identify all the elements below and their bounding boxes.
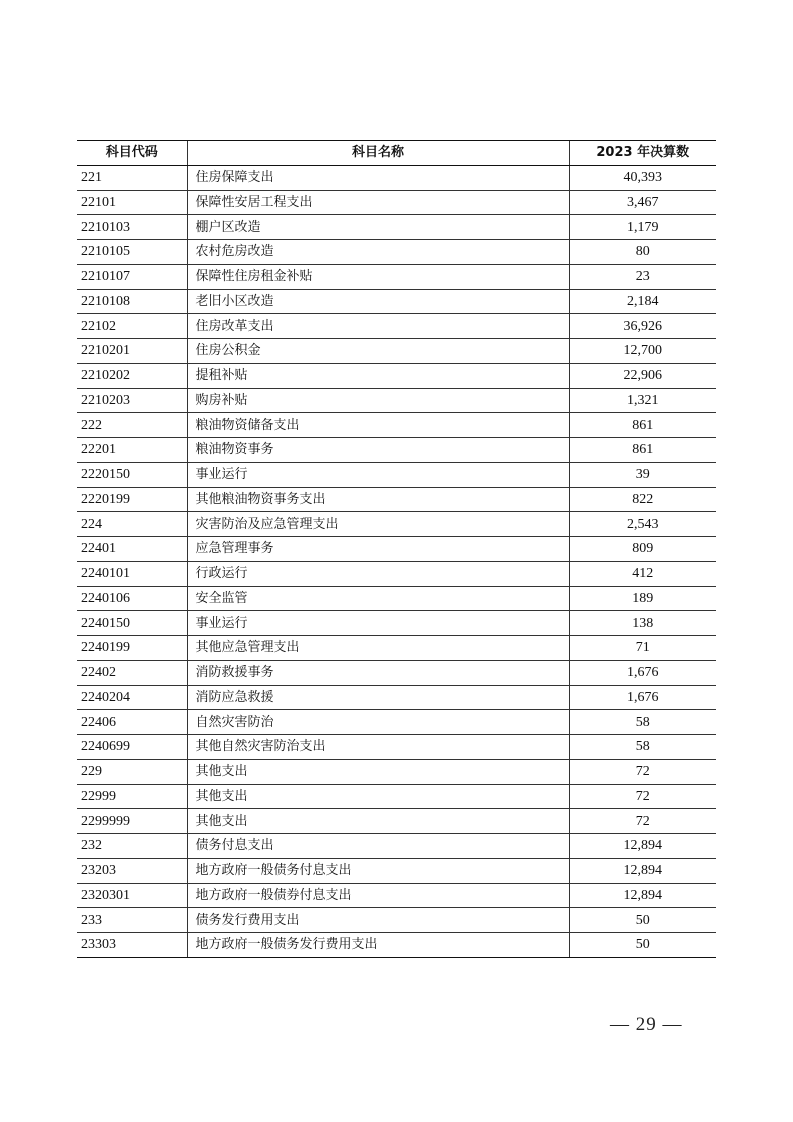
header-amount: 2023 年决算数 — [569, 141, 716, 166]
cell-amount: 71 — [569, 636, 716, 661]
cell-amount: 72 — [569, 784, 716, 809]
table-row — [77, 388, 716, 413]
cell-amount: 1,676 — [569, 660, 716, 685]
table-row — [77, 264, 716, 289]
cell-name: 老旧小区改造 — [187, 289, 569, 314]
cell-code: 2240199 — [77, 636, 187, 661]
table-row — [77, 908, 716, 933]
header-code: 科目代码 — [77, 141, 187, 166]
table-row — [77, 512, 716, 537]
table-row — [77, 289, 716, 314]
cell-name: 消防应急救援 — [187, 685, 569, 710]
cell-name: 其他应急管理支出 — [187, 636, 569, 661]
table-row — [77, 215, 716, 240]
table-row — [77, 933, 716, 958]
cell-name: 行政运行 — [187, 561, 569, 586]
table-row — [77, 759, 716, 784]
table-row — [77, 809, 716, 834]
table-row — [77, 883, 716, 908]
cell-name: 安全监管 — [187, 586, 569, 611]
table-header-row — [77, 141, 716, 166]
cell-amount: 58 — [569, 735, 716, 760]
table-row — [77, 190, 716, 215]
cell-amount: 3,467 — [569, 190, 716, 215]
cell-amount: 22,906 — [569, 363, 716, 388]
cell-code: 2240150 — [77, 611, 187, 636]
table-row — [77, 413, 716, 438]
cell-code: 2210107 — [77, 264, 187, 289]
cell-name: 其他支出 — [187, 809, 569, 834]
cell-name: 自然灾害防治 — [187, 710, 569, 735]
cell-name: 其他自然灾害防治支出 — [187, 735, 569, 760]
cell-amount: 138 — [569, 611, 716, 636]
cell-code: 2210108 — [77, 289, 187, 314]
cell-name: 提租补贴 — [187, 363, 569, 388]
table-row — [77, 834, 716, 859]
cell-amount: 80 — [569, 240, 716, 265]
table-body — [77, 165, 716, 957]
cell-code: 22101 — [77, 190, 187, 215]
table-row — [77, 685, 716, 710]
cell-amount: 12,894 — [569, 883, 716, 908]
cell-code: 233 — [77, 908, 187, 933]
cell-code: 2299999 — [77, 809, 187, 834]
cell-code: 2210103 — [77, 215, 187, 240]
cell-amount: 2,184 — [569, 289, 716, 314]
table-row — [77, 586, 716, 611]
table-row — [77, 339, 716, 364]
cell-amount: 23 — [569, 264, 716, 289]
cell-code: 2210201 — [77, 339, 187, 364]
cell-code: 2220150 — [77, 462, 187, 487]
table-row — [77, 561, 716, 586]
cell-amount: 50 — [569, 933, 716, 958]
table-row — [77, 165, 716, 190]
cell-amount: 12,700 — [569, 339, 716, 364]
table-row — [77, 710, 716, 735]
cell-code: 2220199 — [77, 487, 187, 512]
cell-amount: 50 — [569, 908, 716, 933]
cell-name: 灾害防治及应急管理支出 — [187, 512, 569, 537]
cell-amount: 1,179 — [569, 215, 716, 240]
cell-code: 229 — [77, 759, 187, 784]
cell-code: 22406 — [77, 710, 187, 735]
cell-name: 地方政府一般债券付息支出 — [187, 883, 569, 908]
cell-code: 22102 — [77, 314, 187, 339]
cell-amount: 39 — [569, 462, 716, 487]
cell-amount: 412 — [569, 561, 716, 586]
table-row — [77, 660, 716, 685]
cell-code: 2240204 — [77, 685, 187, 710]
cell-amount: 861 — [569, 438, 716, 463]
cell-name: 棚户区改造 — [187, 215, 569, 240]
table-row — [77, 735, 716, 760]
cell-code: 232 — [77, 834, 187, 859]
table-row — [77, 462, 716, 487]
cell-name: 粮油物资储备支出 — [187, 413, 569, 438]
cell-name: 购房补贴 — [187, 388, 569, 413]
cell-name: 消防救援事务 — [187, 660, 569, 685]
cell-name: 农村危房改造 — [187, 240, 569, 265]
table-row — [77, 784, 716, 809]
cell-name: 粮油物资事务 — [187, 438, 569, 463]
cell-name: 住房改革支出 — [187, 314, 569, 339]
cell-code: 2240106 — [77, 586, 187, 611]
cell-amount: 861 — [569, 413, 716, 438]
cell-amount: 1,676 — [569, 685, 716, 710]
cell-name: 住房公积金 — [187, 339, 569, 364]
cell-name: 地方政府一般债务发行费用支出 — [187, 933, 569, 958]
table-row — [77, 314, 716, 339]
cell-code: 23303 — [77, 933, 187, 958]
table-row — [77, 636, 716, 661]
cell-name: 其他粮油物资事务支出 — [187, 487, 569, 512]
budget-table — [77, 140, 716, 958]
table-row — [77, 363, 716, 388]
cell-code: 22402 — [77, 660, 187, 685]
cell-amount: 72 — [569, 759, 716, 784]
cell-code: 22401 — [77, 537, 187, 562]
cell-code: 2240101 — [77, 561, 187, 586]
cell-code: 2210202 — [77, 363, 187, 388]
table-row — [77, 240, 716, 265]
cell-amount: 12,894 — [569, 858, 716, 883]
table-row — [77, 487, 716, 512]
cell-amount: 58 — [569, 710, 716, 735]
cell-amount: 72 — [569, 809, 716, 834]
cell-name: 债务发行费用支出 — [187, 908, 569, 933]
cell-code: 23203 — [77, 858, 187, 883]
cell-name: 应急管理事务 — [187, 537, 569, 562]
cell-amount: 12,894 — [569, 834, 716, 859]
cell-name: 保障性住房租金补贴 — [187, 264, 569, 289]
cell-code: 22201 — [77, 438, 187, 463]
table-row — [77, 537, 716, 562]
page-number: — 29 — — [610, 1014, 683, 1035]
cell-code: 224 — [77, 512, 187, 537]
cell-name: 事业运行 — [187, 611, 569, 636]
cell-code: 22999 — [77, 784, 187, 809]
cell-amount: 36,926 — [569, 314, 716, 339]
cell-amount: 809 — [569, 537, 716, 562]
cell-code: 2240699 — [77, 735, 187, 760]
cell-code: 221 — [77, 165, 187, 190]
cell-amount: 822 — [569, 487, 716, 512]
table-row — [77, 858, 716, 883]
cell-name: 地方政府一般债务付息支出 — [187, 858, 569, 883]
table-row — [77, 438, 716, 463]
cell-code: 222 — [77, 413, 187, 438]
cell-name: 其他支出 — [187, 759, 569, 784]
cell-name: 债务付息支出 — [187, 834, 569, 859]
cell-amount: 40,393 — [569, 165, 716, 190]
table-row — [77, 611, 716, 636]
header-name: 科目名称 — [187, 141, 569, 166]
cell-name: 其他支出 — [187, 784, 569, 809]
cell-code: 2210203 — [77, 388, 187, 413]
cell-code: 2320301 — [77, 883, 187, 908]
cell-name: 事业运行 — [187, 462, 569, 487]
cell-name: 保障性安居工程支出 — [187, 190, 569, 215]
cell-amount: 189 — [569, 586, 716, 611]
cell-amount: 2,543 — [569, 512, 716, 537]
cell-amount: 1,321 — [569, 388, 716, 413]
cell-code: 2210105 — [77, 240, 187, 265]
cell-name: 住房保障支出 — [187, 165, 569, 190]
